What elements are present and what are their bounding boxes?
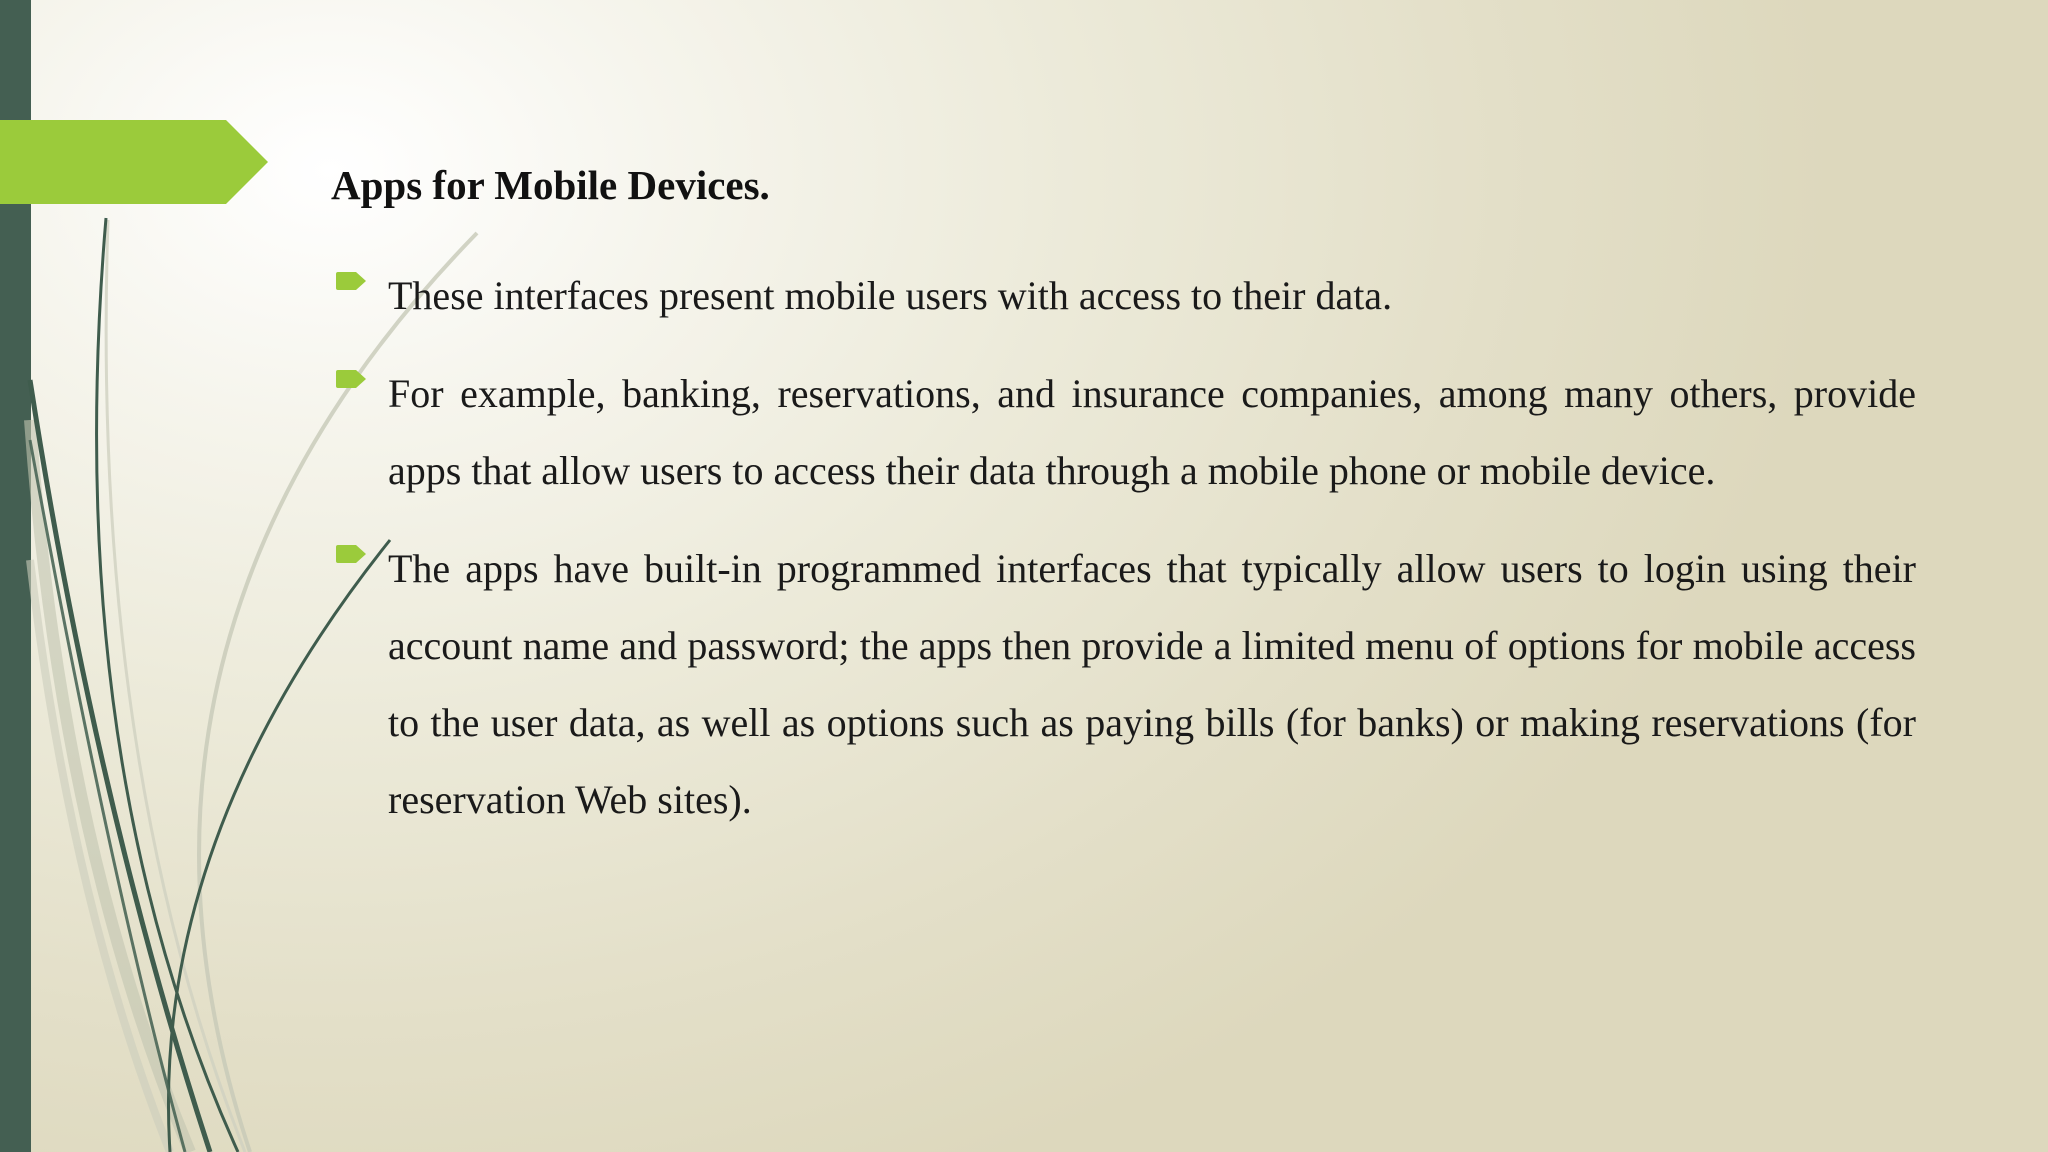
list-item [336,257,1916,334]
list-item [336,355,1916,509]
slide-title: Apps for Mobile Devices. [331,162,770,208]
bullet-text: These interfaces present mobile users with access to their data. [388,273,1393,318]
arrow-bullet-icon [336,545,366,563]
bullet-text: The apps have built-in programmed interfaces that typically allow users to login using their account name and password; the apps then provide a limited menu of options for mobile access to the user data, as well as options such as paying bills (for banks) or making reservations (for reservation Web sites). [388,546,1916,822]
arrow-bullet-icon [336,370,366,388]
bullet-text: For example, banking, reservations, and insurance companies, among many others, provide apps that allow users to access their data through a mobile phone or mobile device. [388,371,1916,493]
title-tab-shape [0,120,268,204]
list-item [336,530,1916,838]
bullet-list [336,257,1916,859]
curve-dark-4 [30,440,185,1152]
curve-dark-1 [30,380,210,1152]
arrow-bullet-icon [336,272,366,290]
